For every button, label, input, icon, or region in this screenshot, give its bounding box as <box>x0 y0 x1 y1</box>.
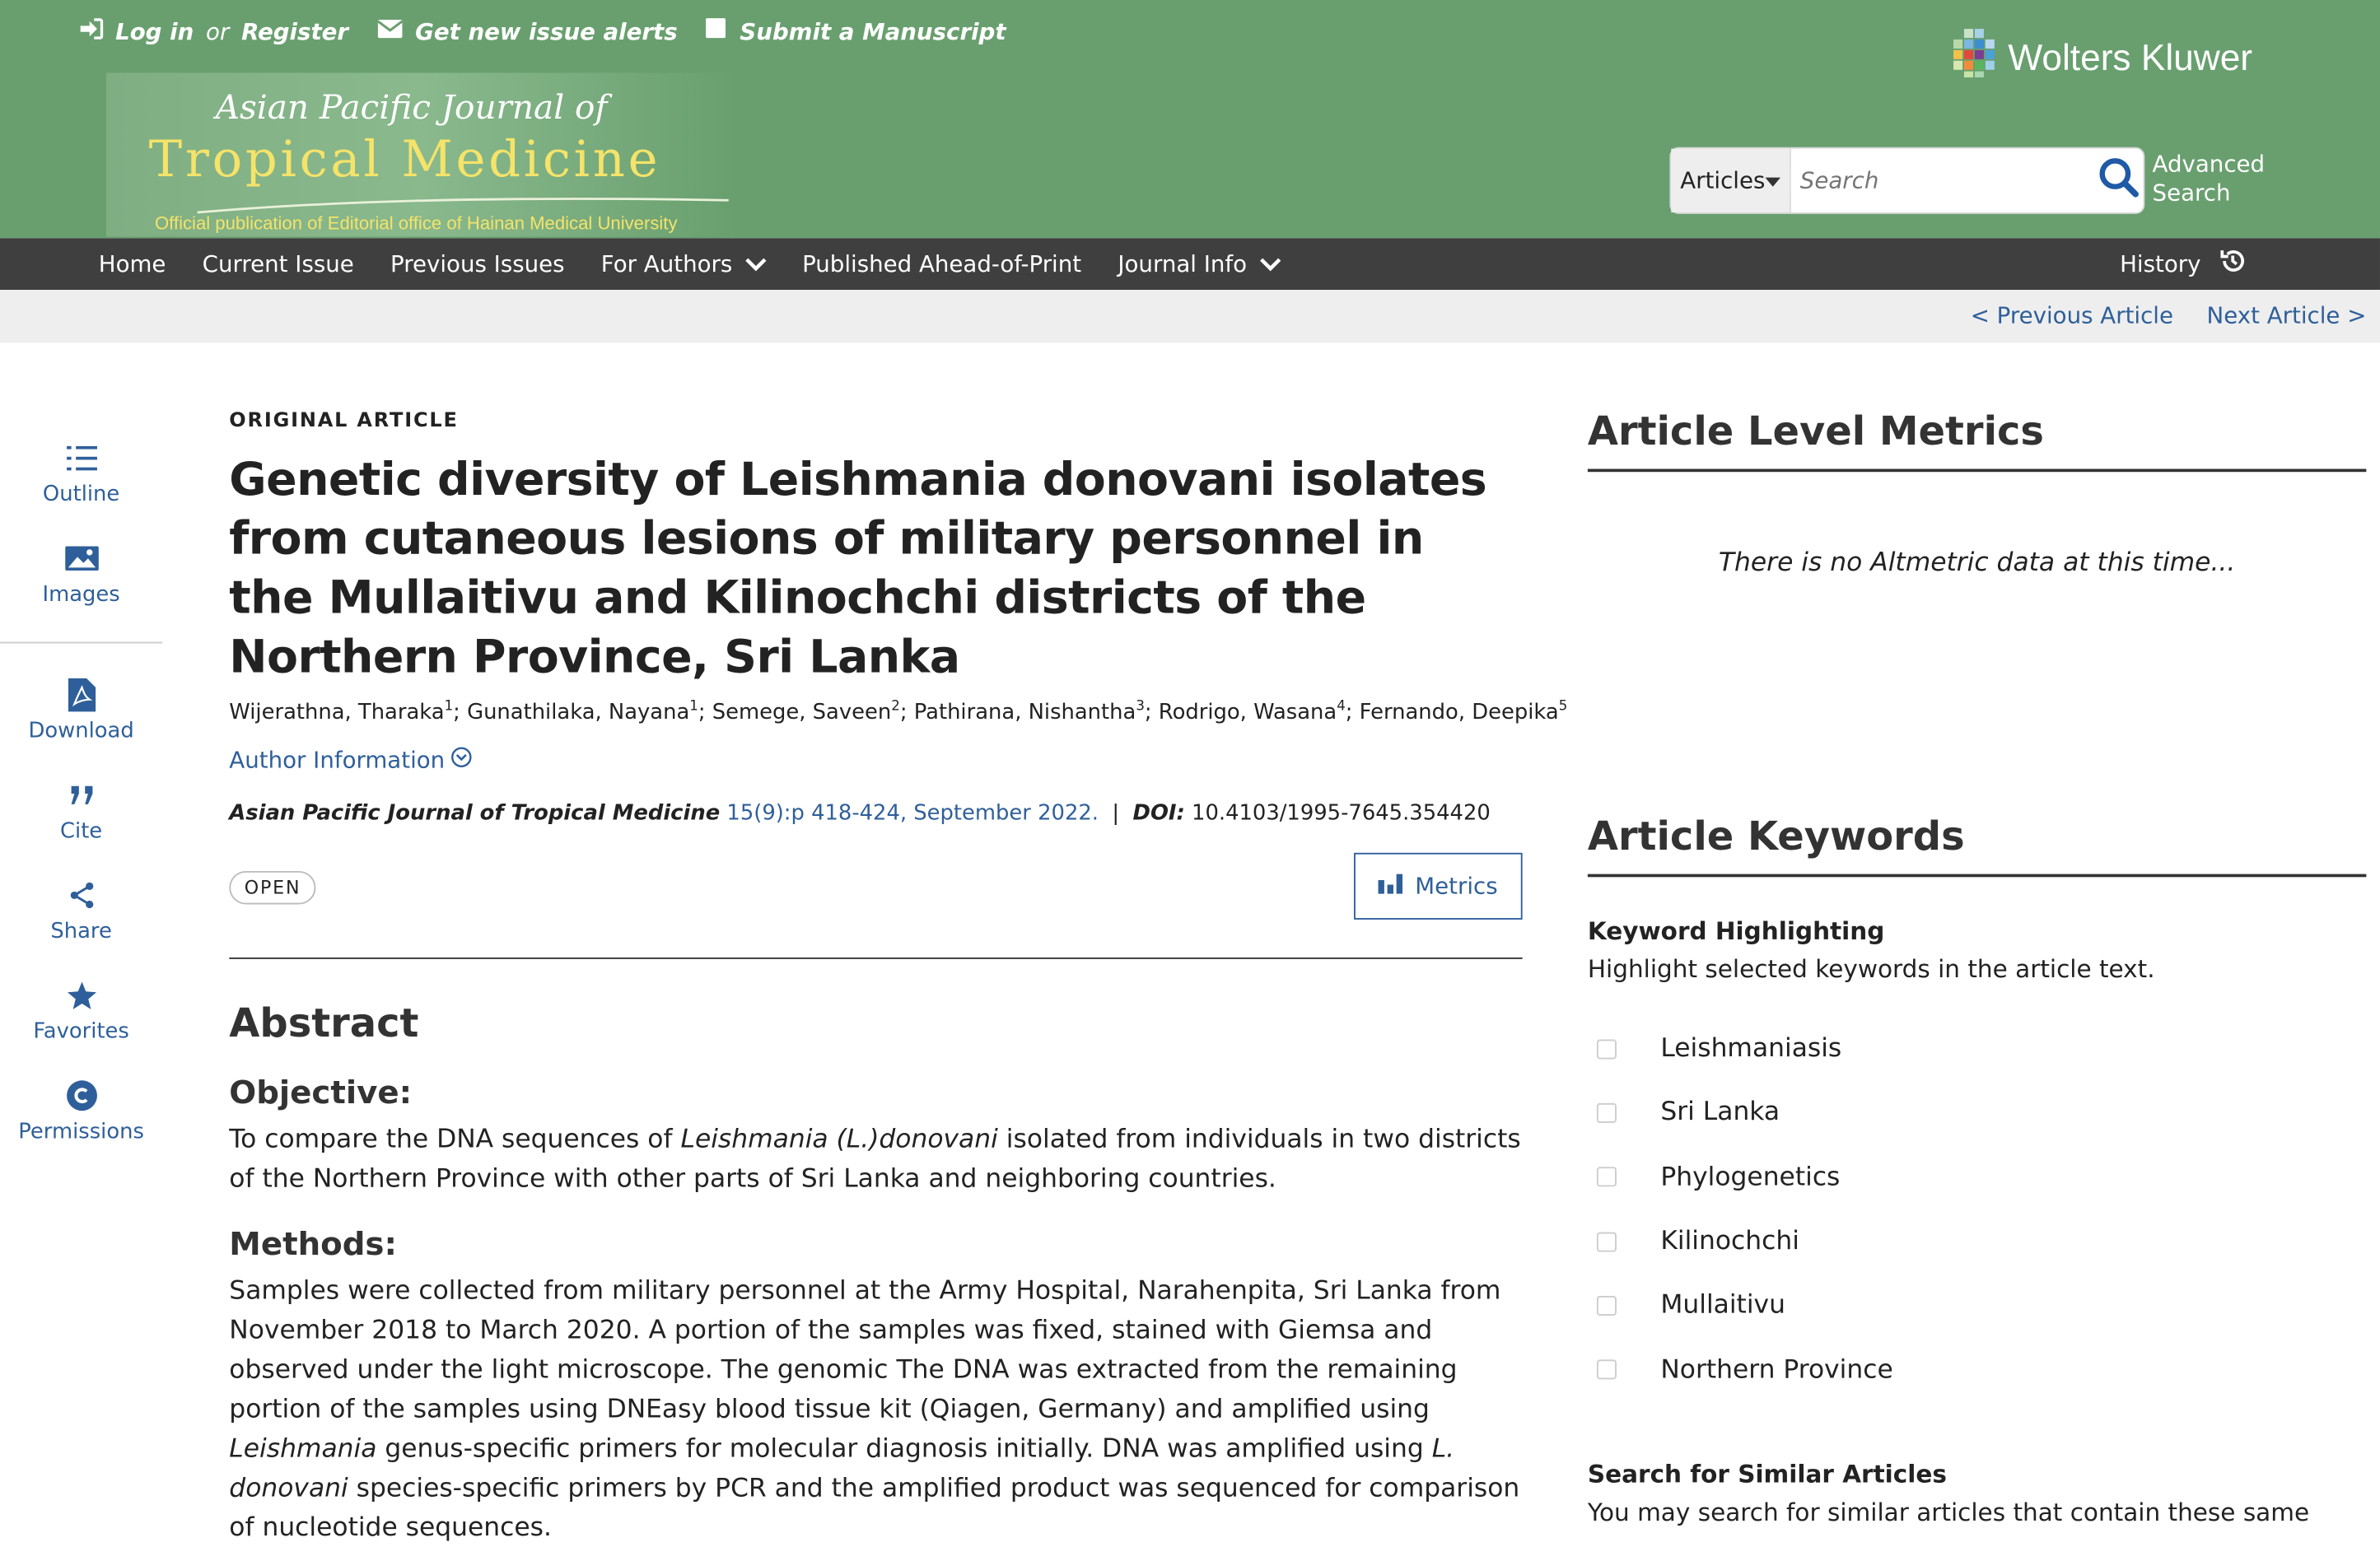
methods-genus: Leishmania <box>229 1433 377 1464</box>
author-name[interactable]: Wijerathna, Tharaka <box>229 700 445 725</box>
search-button[interactable] <box>2094 149 2143 212</box>
download-label: Download <box>28 719 134 744</box>
keyword-checkbox[interactable] <box>1597 1039 1617 1059</box>
keyword-item[interactable] <box>1588 1274 2367 1338</box>
keyword-item[interactable] <box>1588 1081 2367 1145</box>
section-divider <box>229 957 1522 958</box>
badge-row <box>229 852 1522 919</box>
keyword-checkbox[interactable] <box>1597 1296 1617 1316</box>
affiliation-number: 5 <box>1558 699 1568 715</box>
objective-species: Leishmania (L.)donovani <box>680 1124 998 1154</box>
keyword-label: Sri Lanka <box>1660 1097 1780 1129</box>
advanced-search-link[interactable]: Advanced Search <box>2152 150 2266 207</box>
doi-label: DOI: <box>1132 800 1185 826</box>
keyword-item[interactable] <box>1588 1017 2367 1081</box>
methods-text-2: genus-specific primers for molecular diagnosis initially. DNA was amplified using <box>376 1433 1432 1464</box>
objective-text <box>229 1120 1522 1199</box>
history-icon <box>2219 247 2247 281</box>
author-name[interactable]: Semege, Saveen <box>712 700 892 725</box>
login-link[interactable] <box>79 17 348 44</box>
envelope-icon <box>376 17 403 44</box>
author-name[interactable]: Fernando, Deepika <box>1359 700 1559 725</box>
keyword-checkbox[interactable] <box>1597 1360 1617 1380</box>
outline-label: Outline <box>42 482 120 507</box>
keyword-highlighting-description: Highlight selected keywords in the article text. <box>1587 954 2155 984</box>
methods-text-3: species-specific primers by PCR and the amplified product was sequenced for comparison of nucleotide sequences. <box>229 1473 1520 1543</box>
favorites-label: Favorites <box>33 1019 129 1045</box>
article-tools-rail <box>0 440 162 1177</box>
methods-text-1: Samples were collected from military personnel at the Army Hospital, Narahenpita, Sri Lanka from November 2018 to March 2020. A portion of the samples was fixed, stained with Giemsa and observed under the light microscope. The genomic The DNA was extracted from the remaining portion of the samples using DNEasy blood tissue kit (Qiagen, Germany) and amplified using <box>229 1275 1501 1425</box>
affiliation-number: 1 <box>444 699 454 715</box>
metrics-button[interactable] <box>1354 852 1523 919</box>
keyword-checkbox[interactable] <box>1597 1103 1617 1123</box>
search-icon <box>2098 156 2140 205</box>
keyword-checkbox[interactable] <box>1597 1232 1617 1251</box>
main-nav <box>0 238 2380 290</box>
keyword-checkbox[interactable] <box>1597 1167 1617 1187</box>
submit-link[interactable] <box>705 16 1006 45</box>
article-main <box>229 409 1568 1547</box>
volume-issue-link[interactable]: 15(9):p 418-424, September 2022. <box>726 800 1099 826</box>
download-button[interactable] <box>0 677 162 777</box>
nav-home-label: Home <box>98 250 166 278</box>
share-icon <box>69 877 93 913</box>
history-label: History <box>2120 250 2201 278</box>
search-input[interactable] <box>1791 165 2095 196</box>
alerts-label: Get new issue alerts <box>415 17 678 45</box>
objective-text-1: To compare the DNA sequences of <box>229 1124 681 1154</box>
article-nav-bar <box>0 290 2380 343</box>
keyword-label: Phylogenetics <box>1660 1162 1841 1193</box>
affiliation-number: 1 <box>689 699 698 715</box>
alerts-link[interactable] <box>376 17 677 44</box>
nav-for-authors[interactable] <box>601 250 766 277</box>
rail-divider <box>0 642 162 644</box>
or-text: or <box>206 17 230 45</box>
bar-chart-icon <box>1379 872 1402 899</box>
quote-icon <box>69 777 93 813</box>
logo-line1: Asian Pacific Journal of <box>215 86 608 127</box>
keyword-highlighting-heading: Keyword Highlighting <box>1587 916 1885 946</box>
image-icon <box>64 540 98 576</box>
keyword-label: Northern Province <box>1660 1354 1893 1386</box>
article-sidebar <box>1588 410 2367 1526</box>
list-icon <box>66 440 96 476</box>
brand-name: Wolters Kluwer <box>2008 37 2253 78</box>
logo-line3: Official publication of Editorial office of Hainan Medical University <box>154 212 678 234</box>
nav-ahead-of-print-label: Published Ahead-of-Print <box>802 250 1082 278</box>
favorites-button[interactable] <box>0 977 162 1078</box>
author-name[interactable]: Pathirana, Nishantha <box>913 700 1136 725</box>
nav-ahead-of-print[interactable] <box>802 250 1081 277</box>
methods-species: L. donovani <box>229 1433 1455 1503</box>
search-scope-select[interactable] <box>1671 149 1790 212</box>
keyword-item[interactable] <box>1588 1338 2367 1402</box>
keyword-label: Leishmaniasis <box>1660 1033 1842 1065</box>
affiliation-number: 4 <box>1337 699 1346 715</box>
chevron-circle-down-icon <box>451 746 473 773</box>
chevron-down-icon <box>744 250 766 277</box>
nav-home[interactable] <box>99 250 166 277</box>
share-label: Share <box>50 919 112 944</box>
nav-previous-issues-label: Previous Issues <box>390 250 565 278</box>
journal-logo[interactable] <box>106 72 738 236</box>
nav-for-authors-label: For Authors <box>600 250 733 278</box>
register-label[interactable]: Register <box>241 17 349 45</box>
journal-name: Asian Pacific Journal of Tropical Medicine <box>229 800 721 826</box>
nav-previous-issues[interactable] <box>390 250 565 277</box>
login-label[interactable]: Log in <box>115 17 194 45</box>
affiliation-number: 3 <box>1136 699 1145 715</box>
permissions-label: Permissions <box>18 1120 144 1144</box>
nav-current-issue-label: Current Issue <box>202 250 354 278</box>
pdf-icon <box>68 677 95 713</box>
no-altmetric-message: There is no Altmetric data at this time... <box>1718 548 2236 579</box>
keyword-label: Kilinochchi <box>1660 1226 1799 1257</box>
share-button[interactable] <box>0 877 162 977</box>
keyword-label: Mullaitivu <box>1660 1290 1785 1321</box>
objective-heading: Objective: <box>229 1074 413 1111</box>
keywords-heading: Article Keywords <box>1588 815 2367 878</box>
author-name[interactable]: Rodrigo, Wasana <box>1158 700 1337 725</box>
outline-button[interactable] <box>0 440 162 540</box>
abstract-heading: Abstract <box>229 1000 419 1047</box>
submit-label: Submit a Manuscript <box>740 17 1006 45</box>
images-button[interactable] <box>0 540 162 641</box>
search-bar <box>1669 147 2144 214</box>
cite-label: Cite <box>60 819 103 844</box>
chevron-down-icon <box>1259 250 1281 277</box>
objective-text-2: isolated from individuals in two districts of the Northern Province with other parts of Sri Lanka and neighboring countries. <box>229 1124 1521 1194</box>
nav-journal-info-label: Journal Info <box>1118 250 1248 278</box>
wk-mosaic-icon <box>1948 27 2000 90</box>
article-title: Genetic diversity of Leishmania donovani isolates from cutaneous lesions of military personnel in the Mullaitivu and Kilinochchi districts of the Northern Province, Sri Lanka <box>229 454 1487 685</box>
methods-text <box>229 1271 1522 1547</box>
author-list: Wijerathna, Tharaka$^1$; Gunathilaka, Nayana$^1$; Semege, Saveen$^2$; Pathirana, Nishantha$^3$; Rodrigo, Wasana$^4$; Fernando, Deepika$^5$ <box>229 699 1568 725</box>
author-information-label: Author Information <box>229 746 446 774</box>
top-links <box>79 16 1006 45</box>
copyright-icon <box>66 1078 96 1114</box>
site-header <box>0 0 2380 238</box>
keyword-item[interactable] <box>1588 1145 2367 1209</box>
login-icon <box>79 17 103 44</box>
checkbox-icon <box>705 16 728 45</box>
metrics-heading: Article Level Metrics <box>1588 410 2367 473</box>
keyword-item[interactable] <box>1588 1209 2367 1274</box>
next-article-link[interactable]: Next Article > <box>2206 301 2367 329</box>
logo-line2: Tropical Medicine <box>148 130 661 189</box>
caret-down-icon <box>1765 167 1780 194</box>
open-access-badge: OPEN <box>229 870 316 904</box>
nav-journal-info[interactable] <box>1118 250 1280 277</box>
history-button[interactable] <box>2120 238 2247 290</box>
similar-articles-description: You may search for similar articles that contain these same <box>1587 1497 2310 1526</box>
citation-line: Asian Pacific Journal of Tropical Medicine 15(9):p 418-424, September 2022. | DOI: 10.4103/1995-7645.354420 <box>229 800 1491 826</box>
star-icon <box>66 977 96 1013</box>
nav-current-issue[interactable] <box>203 250 354 277</box>
affiliation-number: 2 <box>891 699 900 715</box>
author-information-toggle[interactable] <box>229 746 1522 773</box>
article-type: ORIGINAL ARTICLE <box>229 409 459 433</box>
metrics-label: Metrics <box>1415 872 1498 900</box>
wolters-kluwer-logo[interactable] <box>1948 27 2252 90</box>
images-label: Images <box>42 582 120 608</box>
cite-button[interactable] <box>0 777 162 878</box>
permissions-button[interactable] <box>0 1078 162 1178</box>
methods-heading: Methods: <box>229 1225 397 1262</box>
previous-article-link[interactable]: < Previous Article <box>1970 301 2174 329</box>
search-scope-value: Articles <box>1680 166 1766 194</box>
keyword-list <box>1588 1017 2367 1402</box>
author-name[interactable]: Gunathilaka, Nayana <box>467 700 690 725</box>
doi-value: 10.4103/1995-7645.354420 <box>1192 800 1491 826</box>
similar-articles-heading: Search for Similar Articles <box>1587 1459 1947 1489</box>
